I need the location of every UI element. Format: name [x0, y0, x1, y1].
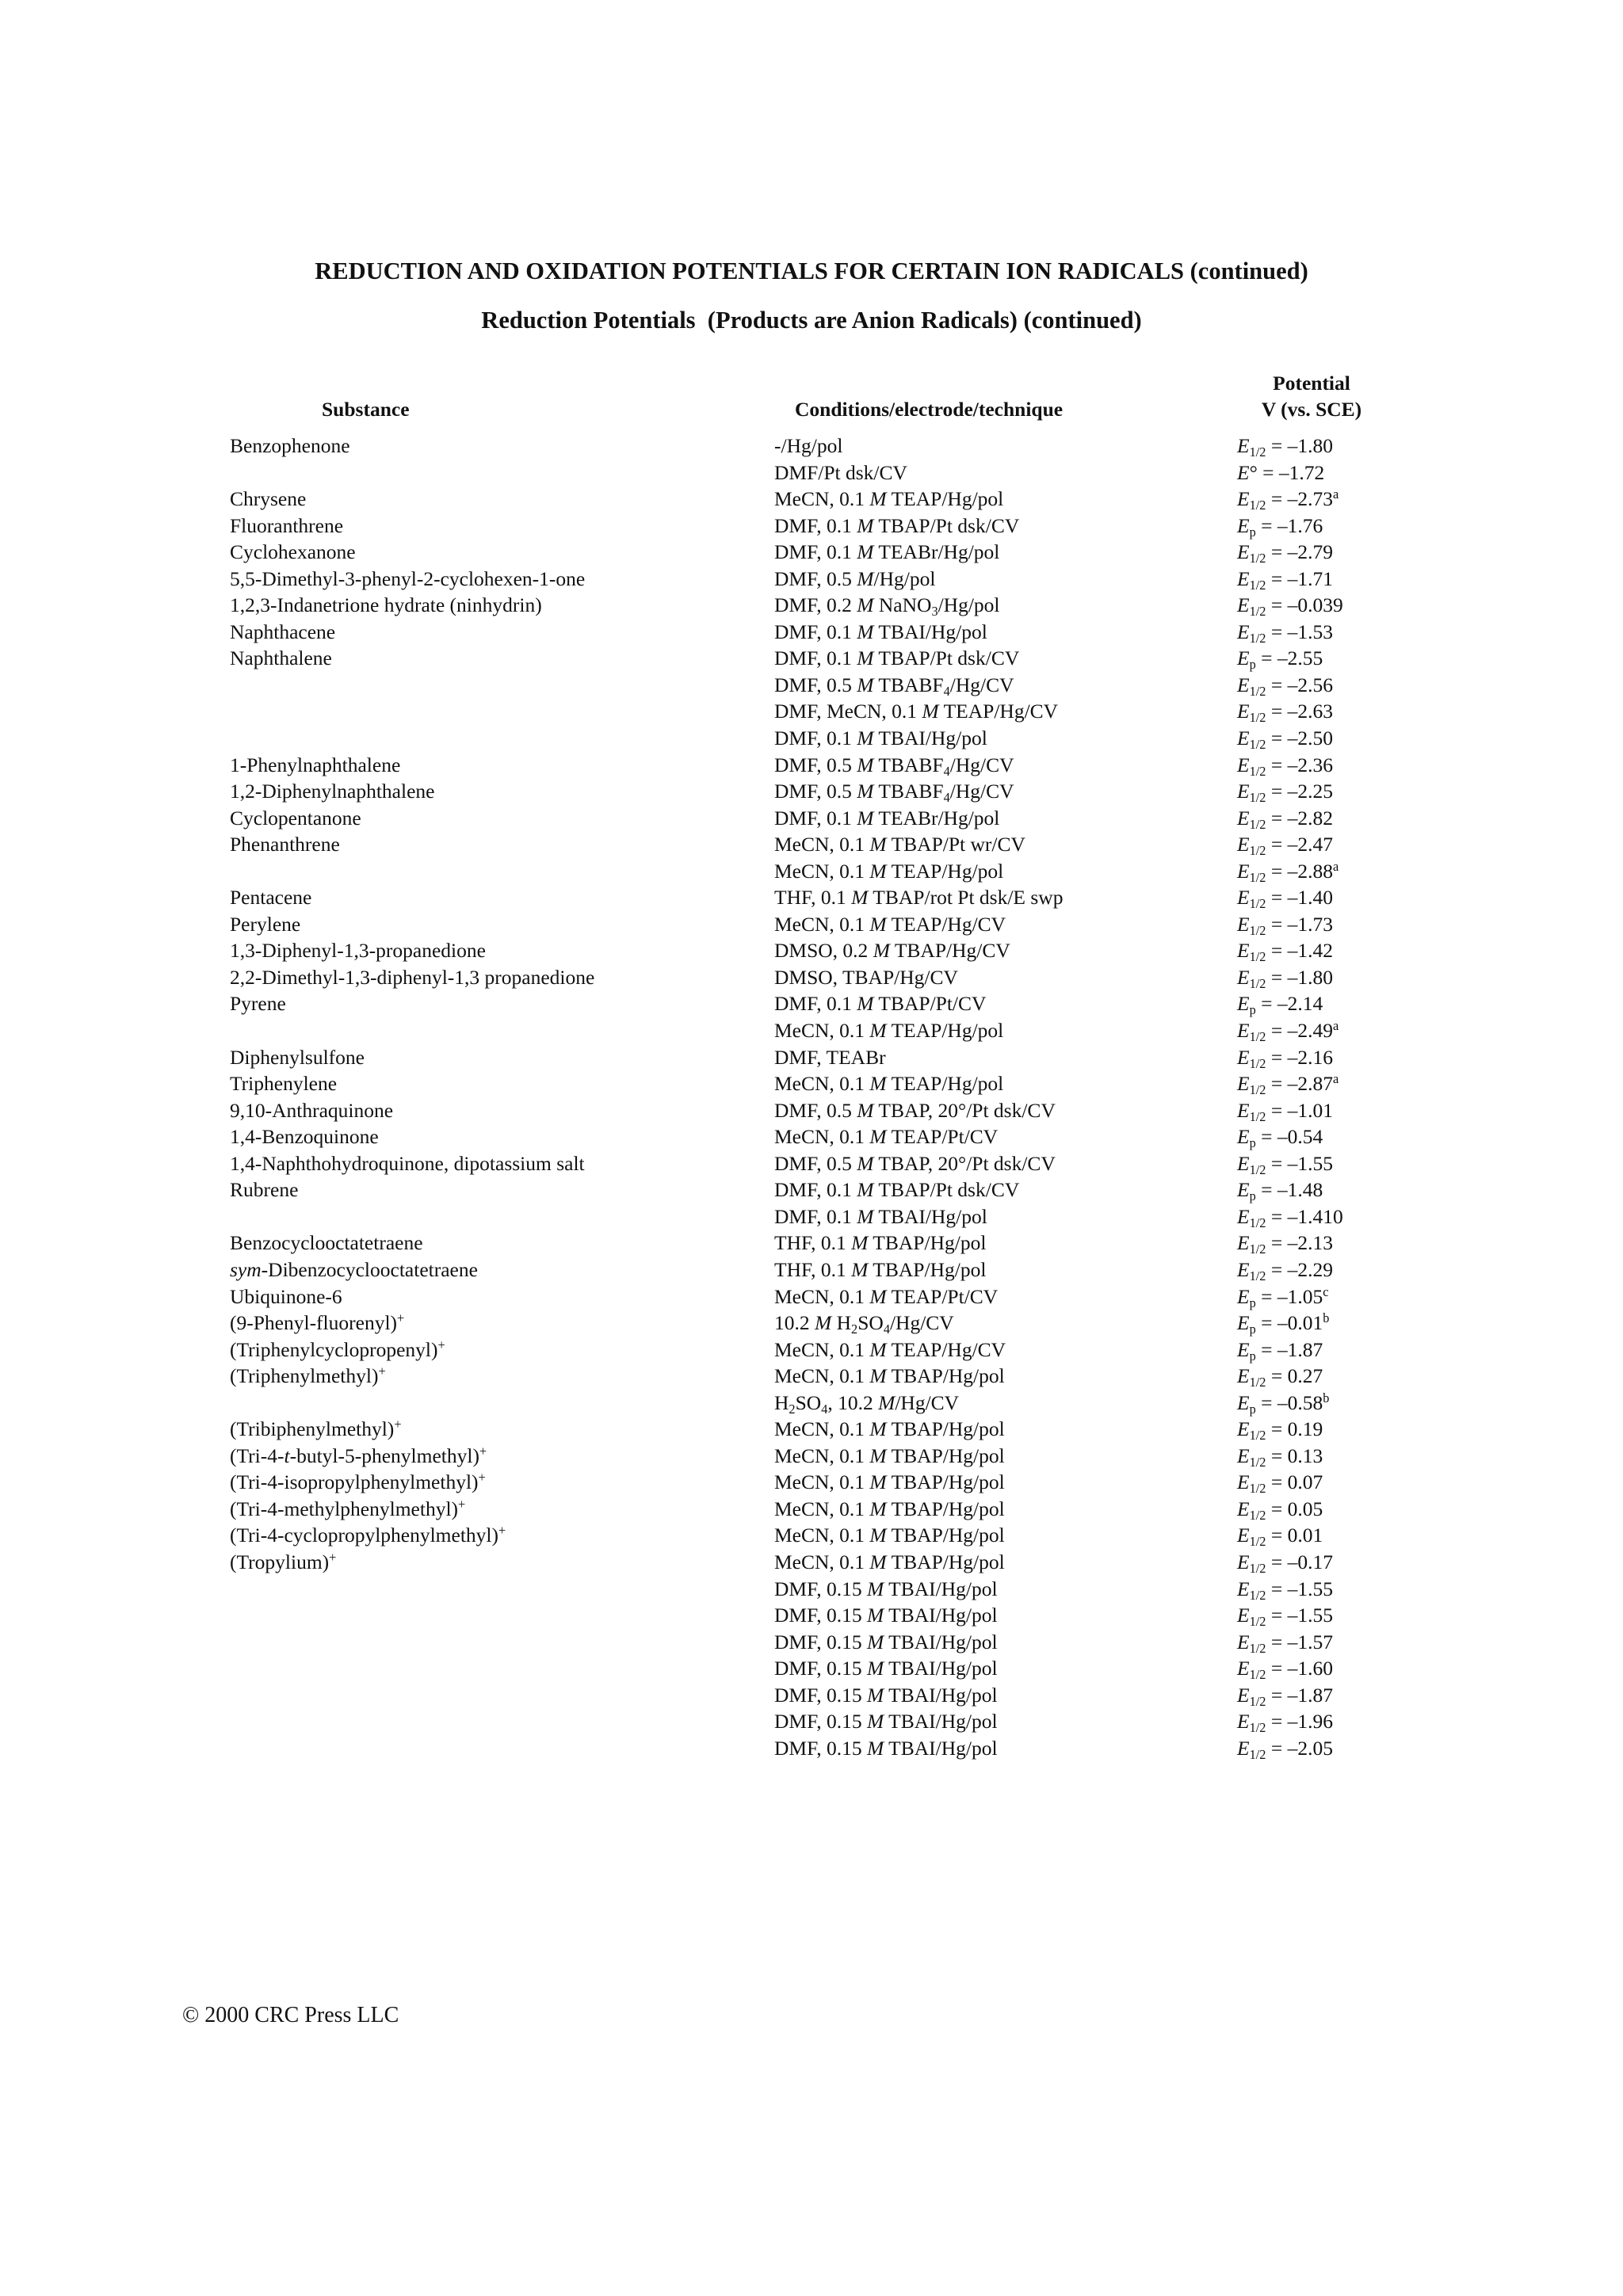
table-row — [0, 1311, 1623, 1338]
potential-cell: $E_{1/2} = -2.87^a$ — [1237, 1071, 1339, 1098]
conditions-cell: MeCN, 0.1 M TEAP/Hg/pol — [774, 1019, 1004, 1043]
table-row — [0, 1577, 1623, 1604]
conditions-cell: THF, 0.1 M TBAP/Hg/pol — [774, 1231, 987, 1255]
substance-cell: Phenanthrene — [230, 833, 340, 856]
potential-cell: $E_{1/2} = -1.55$ — [1237, 1577, 1333, 1603]
potential-cell: $E_{1/2} = 0.13$ — [1237, 1444, 1323, 1470]
substance-cell: (Tri-4-cyclopropylphenylmethyl)+ — [230, 1523, 506, 1547]
table-row — [0, 1046, 1623, 1073]
table-row — [0, 913, 1623, 940]
conditions-cell: DMF, 0.15 M TBAI/Hg/pol — [774, 1736, 998, 1760]
conditions-cell: MeCN, 0.1 M TBAP/Hg/pol — [774, 1364, 1005, 1388]
conditions-cell: DMF, 0.15 M TBAI/Hg/pol — [774, 1604, 998, 1627]
potential-cell: $E_{1/2} = -1.53$ — [1237, 620, 1333, 646]
table-row — [0, 540, 1623, 567]
table-row — [0, 753, 1623, 780]
substance-cell: Pentacene — [230, 886, 312, 910]
table-row — [0, 1019, 1623, 1046]
table-row — [0, 1684, 1623, 1711]
conditions-cell: DMF, 0.1 M TEABr/Hg/pol — [774, 540, 1000, 564]
conditions-cell: THF, 0.1 M TBAP/Hg/pol — [774, 1257, 987, 1281]
conditions-cell: MeCN, 0.1 M TEAP/Hg/pol — [774, 1072, 1004, 1096]
potential-cell: $E_{1/2} = 0.07$ — [1237, 1470, 1323, 1497]
substance-cell: 1,4-Benzoquinone — [230, 1125, 379, 1149]
potential-cell: $E_{1/2} = -1.87$ — [1237, 1683, 1333, 1709]
substance-cell: Fluoranthrene — [230, 513, 344, 537]
conditions-cell: MeCN, 0.1 M TBAP/Hg/pol — [774, 1550, 1005, 1573]
table-row — [0, 514, 1623, 541]
potential-cell: $E_{1/2} = -0.17$ — [1237, 1550, 1333, 1576]
table-row — [0, 1630, 1623, 1657]
table-row — [0, 939, 1623, 966]
table-row — [0, 1258, 1623, 1285]
potential-cell: $E_{1/2} = -1.73$ — [1237, 912, 1333, 938]
page-title: REDUCTION AND OXIDATION POTENTIALS FOR CERTAIN ION RADICALS (continued) — [315, 257, 1308, 284]
conditions-cell: DMF, 0.1 M TBAI/Hg/pol — [774, 727, 987, 750]
substance-cell: Naphthalene — [230, 646, 332, 670]
conditions-cell: DMF, 0.15 M TBAI/Hg/pol — [774, 1630, 998, 1653]
table-row — [0, 700, 1623, 727]
substance-cell: (Tri-4-isopropylphenylmethyl)+ — [230, 1470, 486, 1494]
substance-cell: 1,3-Diphenyl-1,3-propanedione — [230, 939, 486, 963]
table-row — [0, 646, 1623, 673]
substance-cell: Benzocyclooctatetraene — [230, 1231, 423, 1255]
conditions-cell: DMF, 0.2 M NaNO$_3$/Hg/pol — [774, 593, 1000, 620]
substance-cell: Ubiquinone-6 — [230, 1284, 342, 1308]
potential-cell: $E_{1/2} = -1.57$ — [1237, 1630, 1333, 1656]
table-row — [0, 461, 1623, 488]
table-row — [0, 1444, 1623, 1471]
table-row — [0, 1099, 1623, 1126]
potential-cell: $E_{1/2} = -1.410$ — [1237, 1204, 1343, 1230]
column-header-conditions: Conditions/electrode/technique — [795, 398, 1064, 421]
conditions-cell: MeCN, 0.1 M TEAP/Hg/CV — [774, 1337, 1006, 1361]
substance-cell: Pyrene — [230, 992, 286, 1016]
potential-cell: $E_{1/2} = 0.05$ — [1237, 1497, 1323, 1523]
conditions-cell: DMF, MeCN, 0.1 M TEAP/Hg/CV — [774, 700, 1059, 723]
table-row — [0, 593, 1623, 620]
conditions-cell: MeCN, 0.1 M TBAP/Hg/pol — [774, 1444, 1005, 1467]
table-row — [0, 860, 1623, 887]
potential-cell: $E_p = -1.87$ — [1237, 1337, 1323, 1363]
substance-cell: 5,5-Dimethyl-3-phenyl-2-cyclohexen-1-one — [230, 566, 586, 590]
substance-cell: 1,2,3-Indanetrione hydrate (ninhydrin) — [230, 593, 542, 617]
table-row — [0, 886, 1623, 913]
conditions-cell: MeCN, 0.1 M TEAP/Pt/CV — [774, 1284, 999, 1308]
potential-cell: $E_{1/2} = -2.16$ — [1237, 1045, 1333, 1071]
conditions-cell: -/Hg/pol — [774, 434, 843, 457]
table-row — [0, 1364, 1623, 1391]
table-row — [0, 1178, 1623, 1205]
substance-cell: (Tri-4-methylphenylmethyl)+ — [230, 1496, 466, 1520]
table-row — [0, 1524, 1623, 1550]
potential-cell: $E_{1/2} = -2.29$ — [1237, 1257, 1333, 1283]
potential-cell: $E_p = -0.54$ — [1237, 1125, 1323, 1151]
table-row — [0, 780, 1623, 807]
substance-cell: 1,4-Naphthohydroquinone, dipotassium salt — [230, 1151, 585, 1175]
conditions-cell: DMF, 0.5 M $TBABF_4/Hg/CV$ — [774, 780, 1014, 805]
substance-cell: sym-Dibenzocyclooctatetraene — [230, 1257, 478, 1281]
substance-cell: Naphthacene — [230, 620, 336, 643]
copyright-footer: © 2000 CRC Press LLC — [182, 2003, 399, 2027]
table-row — [0, 1497, 1623, 1524]
conditions-cell: DMF, 0.5 M $TBABF_4/Hg/CV$ — [774, 673, 1014, 699]
potential-cell: $E_{1/2} = -2.49^a$ — [1237, 1018, 1339, 1044]
potentials-table — [0, 434, 1623, 1763]
substance-cell: 1-Phenylnaphthalene — [230, 753, 401, 776]
potential-cell: $E_{1/2} = 0.27$ — [1237, 1364, 1323, 1390]
conditions-cell: MeCN, 0.1 M TBAP/Hg/pol — [774, 1497, 1005, 1520]
substance-cell: Diphenylsulfone — [230, 1045, 365, 1069]
table-row — [0, 992, 1623, 1019]
conditions-cell: MeCN, 0.1 M TEAP/Hg/pol — [774, 487, 1004, 511]
conditions-cell: DMF, 0.15 M TBAI/Hg/pol — [774, 1710, 998, 1733]
table-row — [0, 1550, 1623, 1577]
table-row — [0, 833, 1623, 860]
potential-cell: $E_p = -0.58^b$ — [1237, 1390, 1330, 1417]
substance-cell: (Triphenylmethyl)+ — [230, 1363, 386, 1388]
potential-cell: $E_{1/2} = -0.039$ — [1237, 593, 1343, 620]
conditions-cell: THF, 0.1 M TBAP/rot Pt dsk/E swp — [774, 886, 1064, 910]
substance-cell: 1,2-Diphenylnaphthalene — [230, 780, 435, 803]
substance-cell: Rubrene — [230, 1178, 299, 1202]
potential-cell: $E_{1/2} = -2.13$ — [1237, 1231, 1333, 1257]
conditions-cell: MeCN, 0.1 M TEAP/Hg/CV — [774, 912, 1006, 936]
potential-cell: $E_{1/2} = -1.55$ — [1237, 1151, 1333, 1177]
table-row — [0, 1470, 1623, 1497]
potential-cell: $E_{1/2} = -1.80$ — [1237, 965, 1333, 991]
conditions-cell: DMF, 0.1 M TBAI/Hg/pol — [774, 1204, 987, 1228]
conditions-cell: 10.2 M $H_2SO_4/Hg/CV$ — [774, 1311, 954, 1337]
potential-cell: $E_{1/2} = -2.73^a$ — [1237, 486, 1339, 513]
potential-cell: $E_{1/2} = -2.47$ — [1237, 833, 1333, 859]
substance-cell: Cyclohexanone — [230, 540, 356, 564]
potential-cell: $E_{1/2} = -2.79$ — [1237, 540, 1333, 566]
potential-cell: $E_{1/2} = -2.25$ — [1237, 780, 1333, 805]
table-row — [0, 727, 1623, 753]
conditions-cell: DMF, 0.15 M TBAI/Hg/pol — [774, 1683, 998, 1707]
substance-cell: Chrysene — [230, 487, 307, 511]
substance-cell: 9,10-Anthraquinone — [230, 1098, 394, 1122]
table-row — [0, 1152, 1623, 1179]
conditions-cell: DMF, 0.1 M TBAP/Pt dsk/CV — [774, 1178, 1020, 1202]
conditions-cell: DMF, 0.5 M/Hg/pol — [774, 566, 936, 590]
table-row — [0, 966, 1623, 993]
conditions-cell: DMSO, TBAP/Hg/CV — [774, 965, 958, 989]
conditions-cell: DMF, 0.1 M TBAP/Pt/CV — [774, 992, 987, 1016]
conditions-cell: $H_2SO_4$, 10.2 M/Hg/CV — [774, 1390, 960, 1417]
table-row — [0, 1417, 1623, 1444]
table-row — [0, 1737, 1623, 1764]
conditions-cell: DMF, 0.1 M TEABr/Hg/pol — [774, 806, 1000, 830]
potential-cell: $E_{1/2} = -1.71$ — [1237, 566, 1333, 593]
potential-cell: $E_{1/2} = -2.56$ — [1237, 673, 1333, 699]
potential-cell: $E_{1/2} = -2.88^a$ — [1237, 858, 1339, 885]
column-header-substance: Substance — [322, 398, 410, 421]
table-row — [0, 1205, 1623, 1232]
table-row — [0, 567, 1623, 594]
conditions-cell: MeCN, 0.1 M TBAP/Pt wr/CV — [774, 833, 1025, 856]
potential-cell: $E_p = -1.48$ — [1237, 1178, 1323, 1204]
conditions-cell: DMF, 0.15 M TBAI/Hg/pol — [774, 1657, 998, 1680]
potential-cell: $E_{1/2} = -1.80$ — [1237, 434, 1333, 460]
table-row — [0, 1710, 1623, 1737]
potential-cell: $E_{1/2} = -2.05$ — [1237, 1736, 1333, 1762]
potential-cell: $E_{1/2} = -2.36$ — [1237, 753, 1333, 779]
substance-cell: Triphenylene — [230, 1072, 338, 1096]
potential-cell: $E_{1/2} = -1.60$ — [1237, 1657, 1333, 1683]
substance-cell: Benzophenone — [230, 434, 350, 457]
substance-cell: 2,2-Dimethyl-1,3-diphenyl-1,3 propanedione — [230, 965, 595, 989]
potential-cell: $E_{1/2} = -2.63$ — [1237, 700, 1333, 726]
column-header-potential: Potential — [1273, 372, 1350, 395]
conditions-cell: DMF, 0.1 M TBAP/Pt dsk/CV — [774, 513, 1020, 537]
table-row — [0, 1125, 1623, 1152]
substance-cell: (Tri-4-t-butyl-5-phenylmethyl)+ — [230, 1443, 487, 1467]
conditions-cell: DMF, 0.5 M TBAP, 20°/Pt dsk/CV — [774, 1151, 1056, 1175]
potential-cell: $E_p = -1.05^c$ — [1237, 1283, 1329, 1310]
substance-cell: Cyclopentanone — [230, 806, 361, 830]
conditions-cell: DMF, 0.1 M TBAP/Pt dsk/CV — [774, 646, 1020, 670]
potential-cell: $E_{1/2} = -1.01$ — [1237, 1098, 1333, 1124]
table-row — [0, 673, 1623, 700]
table-row — [0, 1657, 1623, 1684]
table-row — [0, 1338, 1623, 1365]
conditions-cell: MeCN, 0.1 M TBAP/Hg/pol — [774, 1524, 1005, 1547]
potential-cell: $E_p = -0.01^b$ — [1237, 1310, 1330, 1337]
substance-cell: (Triphenylcyclopropenyl)+ — [230, 1337, 445, 1361]
potential-cell: $E_p = -2.55$ — [1237, 646, 1323, 673]
table-row — [0, 620, 1623, 647]
conditions-cell: MeCN, 0.1 M TEAP/Hg/pol — [774, 859, 1004, 883]
table-row — [0, 1072, 1623, 1099]
table-row — [0, 807, 1623, 833]
conditions-cell: MeCN, 0.1 M TEAP/Pt/CV — [774, 1125, 999, 1149]
table-row — [0, 1231, 1623, 1258]
potential-cell: $E_{1/2} = -1.96$ — [1237, 1710, 1333, 1736]
conditions-cell: DMSO, 0.2 M TBAP/Hg/CV — [774, 939, 1010, 963]
potential-cell: E° = –1.72 — [1237, 460, 1325, 484]
potential-cell: $E_{1/2} = 0.01$ — [1237, 1524, 1323, 1550]
conditions-cell: DMF, 0.15 M TBAI/Hg/pol — [774, 1577, 998, 1600]
conditions-cell: MeCN, 0.1 M TBAP/Hg/pol — [774, 1470, 1005, 1494]
potential-cell: $E_{1/2} = -1.42$ — [1237, 939, 1333, 965]
conditions-cell: MeCN, 0.1 M TBAP/Hg/pol — [774, 1417, 1005, 1441]
page-subtitle: Reduction Potentials (Products are Anion Radicals) (continued) — [481, 307, 1142, 334]
potential-cell: $E_{1/2} = 0.19$ — [1237, 1417, 1323, 1444]
potential-cell: $E_{1/2} = -1.40$ — [1237, 886, 1333, 912]
column-header-potential-unit: V (vs. SCE) — [1261, 398, 1362, 421]
table-row — [0, 487, 1623, 514]
table-row — [0, 1285, 1623, 1312]
conditions-cell: DMF, TEABr — [774, 1045, 886, 1069]
conditions-cell: DMF, 0.5 M $TBABF_4/Hg/CV$ — [774, 753, 1014, 779]
table-row — [0, 1604, 1623, 1630]
table-row — [0, 1391, 1623, 1418]
potential-cell: $E_p = -2.14$ — [1237, 992, 1323, 1018]
table-row — [0, 434, 1623, 461]
potential-cell: $E_{1/2} = -2.50$ — [1237, 727, 1333, 752]
conditions-cell: DMF, 0.1 M TBAI/Hg/pol — [774, 620, 987, 643]
substance-cell: (9-Phenyl-fluorenyl)+ — [230, 1310, 405, 1335]
substance-cell: (Tropylium)+ — [230, 1550, 337, 1573]
conditions-cell: DMF/Pt dsk/CV — [774, 460, 907, 484]
substance-cell: Perylene — [230, 912, 301, 936]
substance-cell: (Tribiphenylmethyl)+ — [230, 1417, 402, 1441]
potential-cell: $E_p = -1.76$ — [1237, 513, 1323, 540]
conditions-cell: DMF, 0.5 M TBAP, 20°/Pt dsk/CV — [774, 1098, 1056, 1122]
potential-cell: $E_{1/2} = -1.55$ — [1237, 1604, 1333, 1629]
potential-cell: $E_{1/2} = -2.82$ — [1237, 806, 1333, 832]
